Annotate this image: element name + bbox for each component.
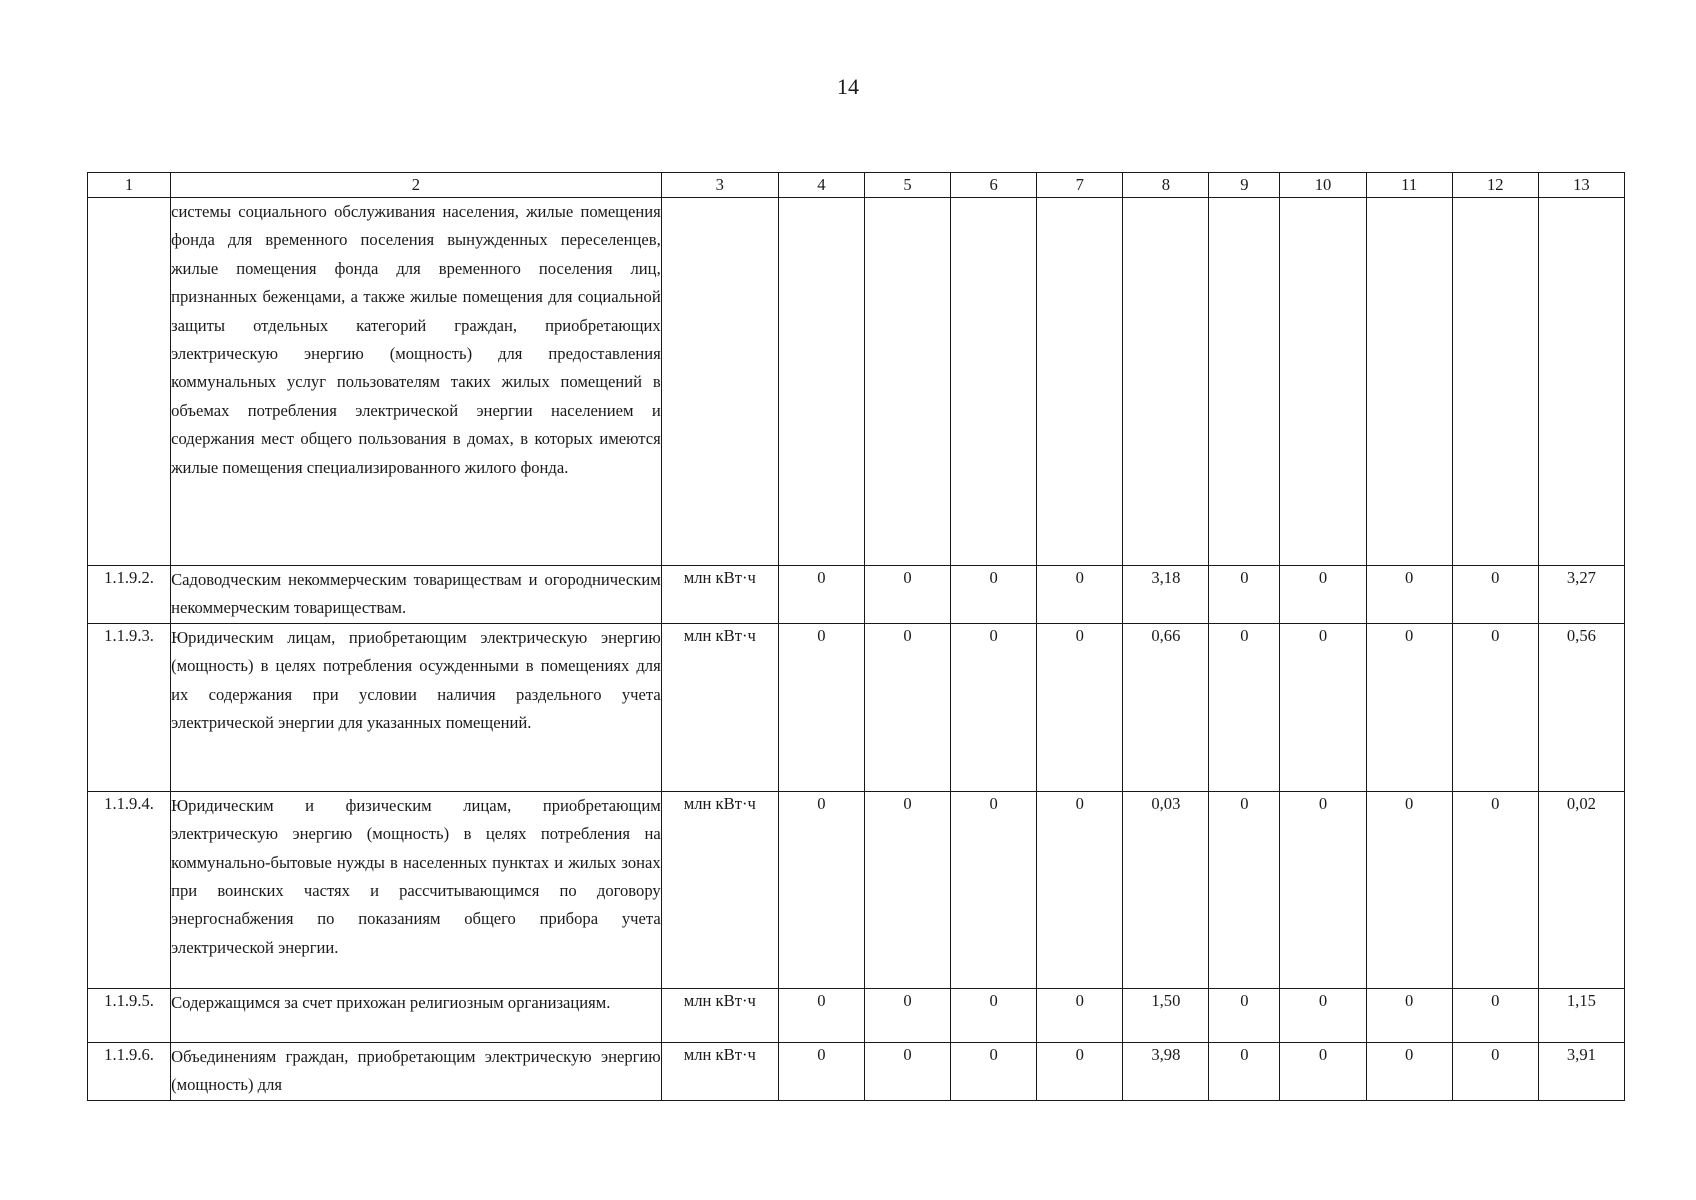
- column-header: 13: [1538, 173, 1624, 198]
- row-unit: [661, 198, 778, 566]
- value-cell: [778, 198, 864, 566]
- tariff-table: [87, 172, 1625, 1101]
- table-row: [88, 198, 1625, 566]
- value-cell: 0: [1366, 988, 1452, 1042]
- table-row: [88, 1042, 1625, 1100]
- row-code: 1.1.9.3.: [88, 623, 171, 791]
- column-header: 10: [1280, 173, 1366, 198]
- value-cell: 3,18: [1123, 566, 1209, 624]
- value-cell: 0: [1037, 566, 1123, 624]
- value-cell: 0: [1209, 623, 1280, 791]
- value-cell: 0: [951, 1042, 1037, 1100]
- value-cell: 0: [1452, 623, 1538, 791]
- value-cell: 0: [1280, 1042, 1366, 1100]
- value-cell: 0: [1037, 988, 1123, 1042]
- header-row: [88, 173, 1625, 198]
- value-cell: 0,66: [1123, 623, 1209, 791]
- row-code: 1.1.9.6.: [88, 1042, 171, 1100]
- column-header: 3: [661, 173, 778, 198]
- value-cell: 0: [1209, 566, 1280, 624]
- row-description: Юридическим лицам, приобретающим электрическую энергию (мощность) в целях потребления осужденными в помещениях для их содержания при условии наличия раздельного учета электрической энергии для указанных помещений.: [171, 623, 662, 791]
- row-unit: млн кВт·ч: [661, 791, 778, 988]
- row-code: 1.1.9.5.: [88, 988, 171, 1042]
- value-cell: 0,56: [1538, 623, 1624, 791]
- value-cell: [864, 198, 950, 566]
- column-header: 12: [1452, 173, 1538, 198]
- value-cell: 0: [1452, 566, 1538, 624]
- value-cell: 0: [778, 566, 864, 624]
- column-header: 2: [171, 173, 662, 198]
- value-cell: 0: [1366, 566, 1452, 624]
- table-row: [88, 791, 1625, 988]
- value-cell: 0: [1209, 988, 1280, 1042]
- value-cell: 0: [864, 1042, 950, 1100]
- value-cell: 1,15: [1538, 988, 1624, 1042]
- value-cell: 0,02: [1538, 791, 1624, 988]
- column-header: 11: [1366, 173, 1452, 198]
- value-cell: 0: [951, 623, 1037, 791]
- value-cell: [1452, 198, 1538, 566]
- value-cell: 0: [864, 791, 950, 988]
- value-cell: [1538, 198, 1624, 566]
- value-cell: 0: [1280, 988, 1366, 1042]
- value-cell: 3,98: [1123, 1042, 1209, 1100]
- row-unit: млн кВт·ч: [661, 1042, 778, 1100]
- value-cell: 0: [864, 566, 950, 624]
- table-row: [88, 988, 1625, 1042]
- value-cell: 0: [864, 623, 950, 791]
- row-code: 1.1.9.4.: [88, 791, 171, 988]
- row-unit: млн кВт·ч: [661, 623, 778, 791]
- column-header: 4: [778, 173, 864, 198]
- value-cell: 0: [1280, 566, 1366, 624]
- value-cell: 3,27: [1538, 566, 1624, 624]
- row-description: Садоводческим некоммерческим товариществам и огородническим некоммерческим товариществам.: [171, 566, 662, 624]
- row-code: [88, 198, 171, 566]
- value-cell: 0: [778, 791, 864, 988]
- value-cell: [1280, 198, 1366, 566]
- value-cell: 0: [778, 1042, 864, 1100]
- value-cell: 0: [1209, 791, 1280, 988]
- value-cell: 0: [951, 791, 1037, 988]
- table-row: [88, 623, 1625, 791]
- row-unit: млн кВт·ч: [661, 988, 778, 1042]
- value-cell: 0: [778, 623, 864, 791]
- value-cell: 0: [1037, 1042, 1123, 1100]
- value-cell: 0: [1452, 791, 1538, 988]
- value-cell: 0: [864, 988, 950, 1042]
- value-cell: [1366, 198, 1452, 566]
- value-cell: 0: [1037, 623, 1123, 791]
- row-unit: млн кВт·ч: [661, 566, 778, 624]
- value-cell: 0: [1280, 623, 1366, 791]
- value-cell: [1209, 198, 1280, 566]
- table-row: [88, 566, 1625, 624]
- column-header: 1: [88, 173, 171, 198]
- value-cell: 0,03: [1123, 791, 1209, 988]
- value-cell: 0: [1280, 791, 1366, 988]
- value-cell: [951, 198, 1037, 566]
- value-cell: 0: [1366, 1042, 1452, 1100]
- value-cell: 0: [1452, 988, 1538, 1042]
- value-cell: 3,91: [1538, 1042, 1624, 1100]
- column-header: 6: [951, 173, 1037, 198]
- page-number: 14: [837, 74, 859, 99]
- value-cell: 0: [951, 988, 1037, 1042]
- value-cell: 0: [1037, 791, 1123, 988]
- value-cell: 0: [1209, 1042, 1280, 1100]
- column-header: 5: [864, 173, 950, 198]
- value-cell: 0: [1366, 791, 1452, 988]
- value-cell: 0: [1366, 623, 1452, 791]
- value-cell: 1,50: [1123, 988, 1209, 1042]
- value-cell: [1037, 198, 1123, 566]
- value-cell: 0: [951, 566, 1037, 624]
- column-header: 7: [1037, 173, 1123, 198]
- row-description: Содержащимся за счет прихожан религиозным организациям.: [171, 988, 662, 1042]
- row-description: системы социального обслуживания населения, жилые помещения фонда для временного поселения вынужденных переселенцев, жилые помещения фонда для временного поселения лиц, признанных беженцами, а также жилые помещения для социальной защиты отдельных категорий граждан, приобретающих электрическую энергию (мощность) для предоставления коммунальных услуг пользователям таких жилых помещений в объемах потребления электрической энергии населением и содержания мест общего пользования в домах, в которых имеются жилые помещения специализированного жилого фонда.: [171, 198, 662, 566]
- column-header: 9: [1209, 173, 1280, 198]
- value-cell: 0: [778, 988, 864, 1042]
- row-code: 1.1.9.2.: [88, 566, 171, 624]
- value-cell: [1123, 198, 1209, 566]
- value-cell: 0: [1452, 1042, 1538, 1100]
- column-header: 8: [1123, 173, 1209, 198]
- row-description: Юридическим и физическим лицам, приобретающим электрическую энергию (мощность) в целях потребления на коммунально-бытовые нужды в населенных пунктах и жилых зонах при воинских частях и рассчитывающимся по договору энергоснабжения по показаниям общего прибора учета электрической энергии.: [171, 791, 662, 988]
- row-description: Объединениям граждан, приобретающим электрическую энергию (мощность) для: [171, 1042, 662, 1100]
